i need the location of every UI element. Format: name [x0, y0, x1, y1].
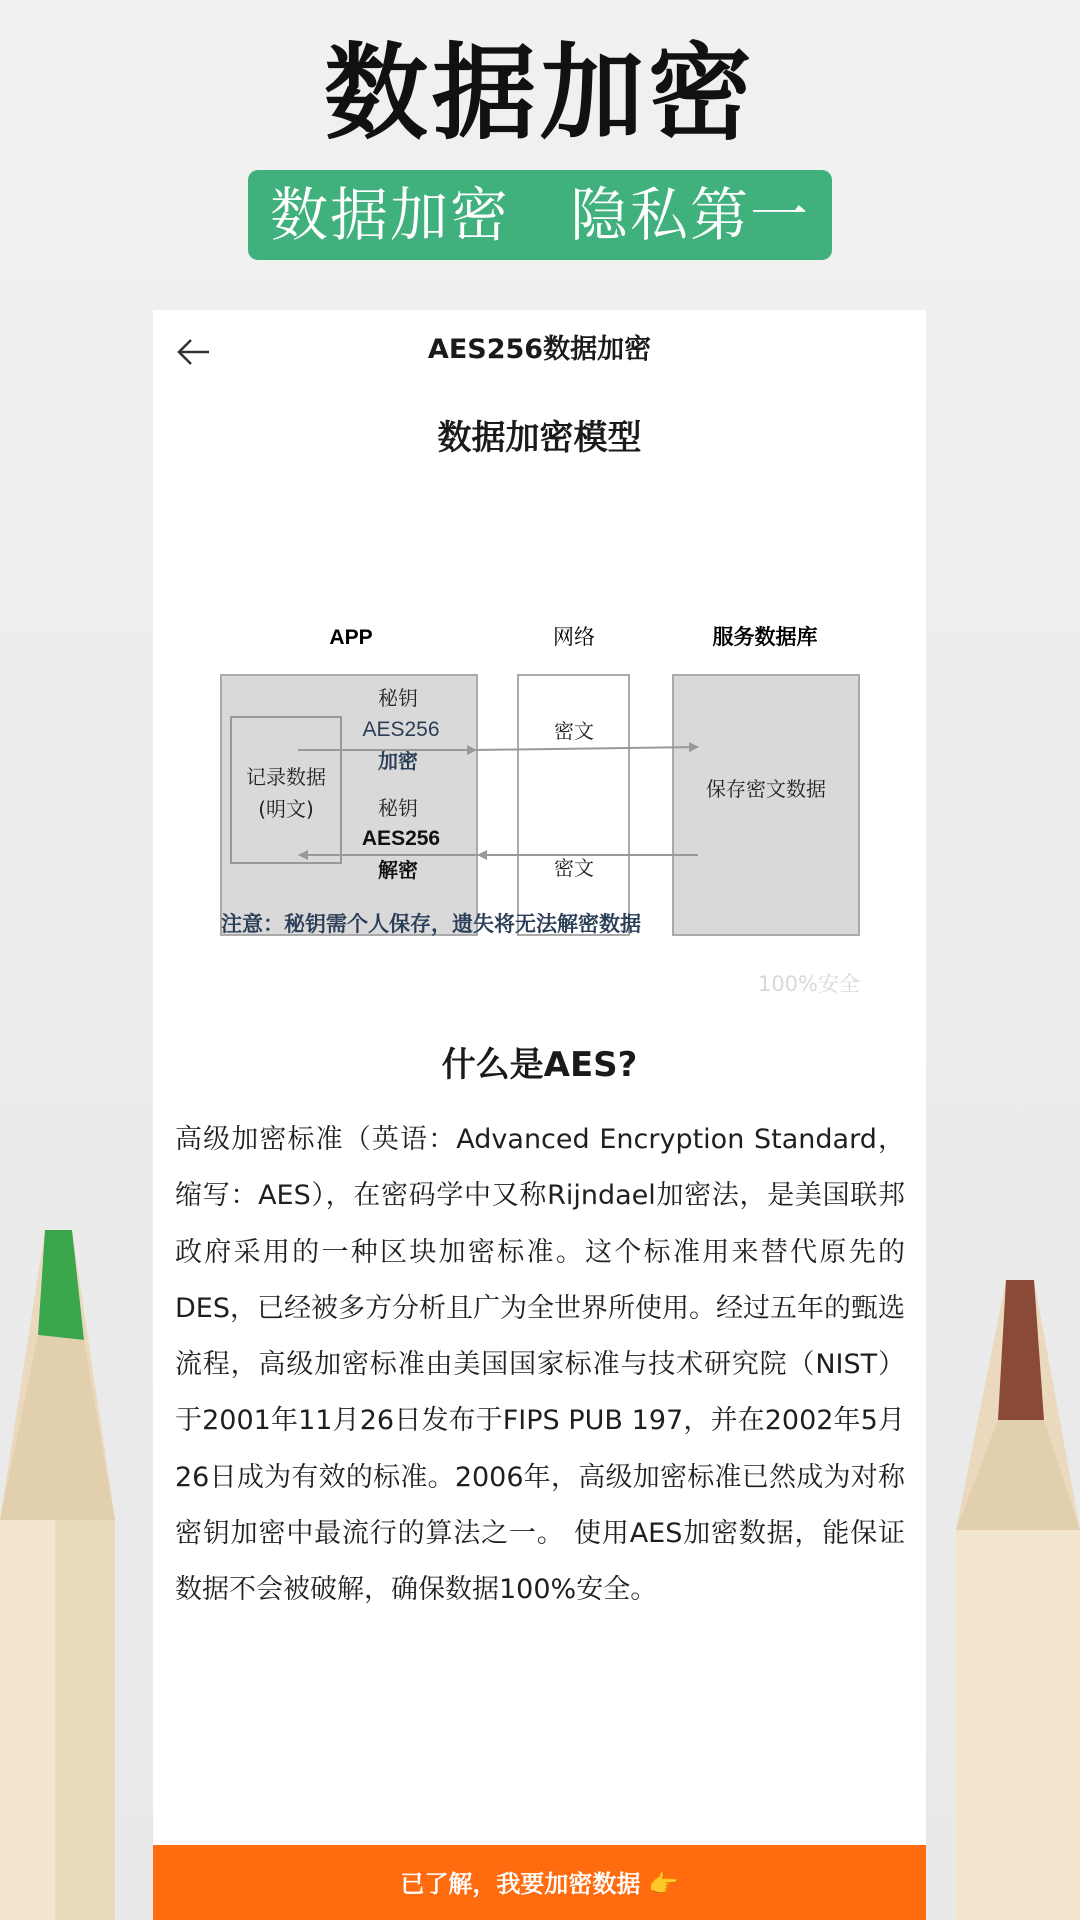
encrypt-key-label: 秘钥: [378, 686, 418, 710]
hero-title: 数据加密: [323, 32, 756, 154]
encrypt-data-button[interactable]: 已了解，我要加密数据 👉: [153, 1845, 926, 1920]
col-app-label: APP: [329, 626, 373, 649]
pencil-left-image: [0, 1220, 160, 1920]
encrypt-algo-label: AES256: [362, 718, 440, 741]
decrypt-algo-label: AES256: [361, 827, 441, 850]
col-network-label: 网络: [553, 625, 595, 649]
decrypt-action-label: 解密: [378, 858, 418, 882]
cipher-bottom-label: 密文: [554, 856, 594, 880]
encrypt-action-label: 加密: [378, 749, 418, 773]
pencil-right-image: [926, 1270, 1080, 1920]
model-heading: 数据加密模型: [437, 418, 642, 458]
key-warning-note: 注意：秘钥需个人保存，遗失将无法解密数据: [221, 912, 641, 936]
col-server-label: 服务数据库: [712, 625, 818, 649]
decrypt-key-label: 秘钥: [378, 796, 418, 820]
record-label-line2: (明文): [258, 797, 314, 821]
nav-title: AES256数据加密: [427, 334, 652, 365]
nav-bar: [153, 310, 926, 390]
aes-heading: 什么是AES?: [441, 1045, 638, 1085]
cipher-top-label: 密文: [554, 719, 594, 743]
record-label-line1: 记录数据: [246, 765, 326, 789]
safety-watermark: 100%安全: [757, 972, 860, 996]
server-box: [673, 675, 859, 935]
network-box: [518, 675, 629, 935]
aes-description: 高级加密标准（英语：Advanced Encryption Standard，缩写：AES），在密码学中又称Rijndael加密法，是美国联邦政府采用的一种区块加密标准。这个标准用来替代原先的DES，已经被多方分析且广为全世界所使用。经过五年的甄选流程，高级加密标准由美国国家标准与技术研究院（NIST）于2001年11月26日发布于FIPS PUB 197，并在2002年5月26日成为有效的标准。2006年，高级加密标准已然成为对称密钥加密中最流行的算法之一。 使用AES加密数据，能保证数据不会被破解，确保数据100%安全。: [175, 1124, 905, 1606]
phone-screen: [153, 310, 926, 1920]
hero-banner: 数据加密 隐私第一: [248, 170, 832, 260]
encryption-diagram: [153, 530, 926, 950]
server-store-label: 保存密文数据: [706, 777, 826, 801]
